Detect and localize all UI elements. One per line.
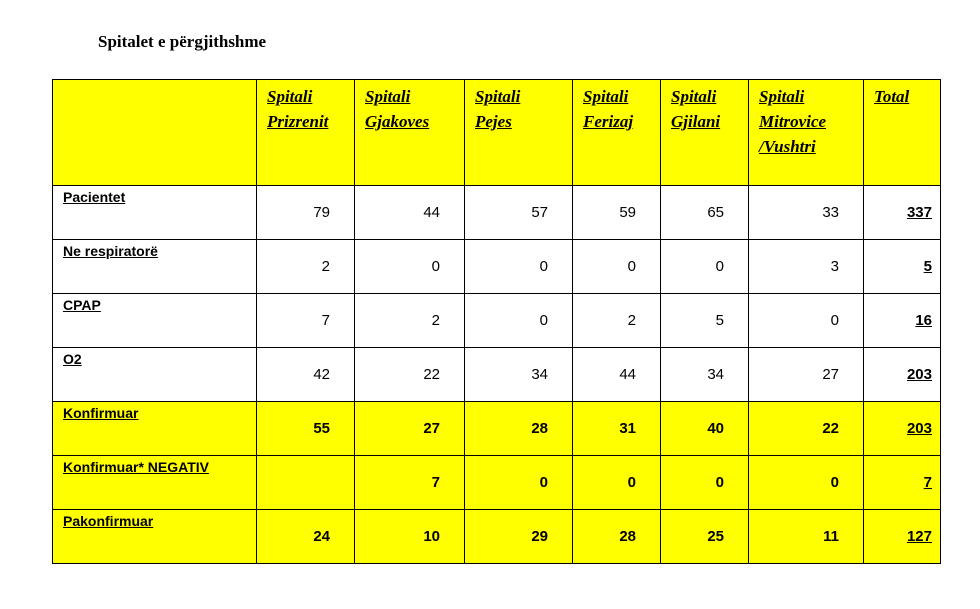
header-line: Spitali (267, 87, 313, 106)
total-cell: 203 (864, 402, 941, 456)
table-row (53, 240, 941, 294)
value-cell: 2 (573, 294, 661, 348)
header-line: Gjakoves (365, 112, 430, 131)
total-cell: 203 (864, 348, 941, 402)
value-cell: 22 (355, 348, 465, 402)
table-row (53, 510, 941, 564)
header-line: Ferizaj (583, 112, 634, 131)
value-cell: 59 (573, 186, 661, 240)
value-cell: 55 (257, 402, 355, 456)
total-cell: 337 (864, 186, 941, 240)
row-label: Pacientet (53, 186, 257, 240)
value-cell: 44 (573, 348, 661, 402)
value-cell: 5 (661, 294, 749, 348)
total-cell: 5 (864, 240, 941, 294)
value-cell: 0 (661, 240, 749, 294)
header-line: Total (874, 87, 910, 106)
value-cell: 34 (661, 348, 749, 402)
value-cell: 0 (355, 240, 465, 294)
value-cell: 28 (573, 510, 661, 564)
document-title: Spitalet e përgjithshme (98, 32, 267, 51)
value-cell (257, 456, 355, 510)
value-cell: 31 (573, 402, 661, 456)
value-cell: 0 (573, 456, 661, 510)
value-cell: 27 (355, 402, 465, 456)
header-hospital (749, 80, 864, 186)
value-cell: 10 (355, 510, 465, 564)
value-cell: 3 (749, 240, 864, 294)
header-line: Spitali (671, 87, 717, 106)
value-cell: 24 (257, 510, 355, 564)
value-cell: 0 (465, 294, 573, 348)
header-line: /Vushtri (759, 137, 816, 156)
table-row (53, 456, 941, 510)
value-cell: 0 (573, 240, 661, 294)
value-cell: 57 (465, 186, 573, 240)
value-cell: 25 (661, 510, 749, 564)
value-cell: 0 (661, 456, 749, 510)
header-line: Spitali (475, 87, 521, 106)
value-cell: 0 (749, 294, 864, 348)
header-total (864, 80, 941, 186)
total-cell: 7 (864, 456, 941, 510)
header-hospital (465, 80, 573, 186)
value-cell: 27 (749, 348, 864, 402)
value-cell: 11 (749, 510, 864, 564)
value-cell: 22 (749, 402, 864, 456)
total-cell: 16 (864, 294, 941, 348)
table-row (53, 186, 941, 240)
row-label: O2 (53, 348, 257, 402)
value-cell: 28 (465, 402, 573, 456)
header-hospital (257, 80, 355, 186)
value-cell: 2 (257, 240, 355, 294)
value-cell: 0 (465, 240, 573, 294)
value-cell: 65 (661, 186, 749, 240)
value-cell: 44 (355, 186, 465, 240)
header-line: Spitali (759, 87, 805, 106)
header-row (53, 80, 941, 186)
header-line: Spitali (583, 87, 629, 106)
header-line: Mitrovice (759, 112, 827, 131)
header-hospital (355, 80, 465, 186)
value-cell: 7 (257, 294, 355, 348)
header-line: Prizrenit (267, 112, 329, 131)
header-hospital (661, 80, 749, 186)
table-row (53, 348, 941, 402)
table-row (53, 294, 941, 348)
header-line: Spitali (365, 87, 411, 106)
value-cell: 33 (749, 186, 864, 240)
value-cell: 0 (749, 456, 864, 510)
table-row (53, 402, 941, 456)
value-cell: 29 (465, 510, 573, 564)
row-label: Konfirmuar (53, 402, 257, 456)
row-label: CPAP (53, 294, 257, 348)
corner-cell (53, 80, 257, 186)
hospital-table (52, 79, 941, 564)
value-cell: 7 (355, 456, 465, 510)
value-cell: 79 (257, 186, 355, 240)
value-cell: 0 (465, 456, 573, 510)
total-cell: 127 (864, 510, 941, 564)
row-label: Konfirmuar* NEGATIV (53, 456, 257, 510)
header-line: Pejes (475, 112, 512, 131)
header-hospital (573, 80, 661, 186)
value-cell: 2 (355, 294, 465, 348)
value-cell: 34 (465, 348, 573, 402)
value-cell: 42 (257, 348, 355, 402)
row-label: Pakonfirmuar (53, 510, 257, 564)
header-line: Gjilani (671, 112, 721, 131)
row-label: Ne respiratorë (53, 240, 257, 294)
value-cell: 40 (661, 402, 749, 456)
